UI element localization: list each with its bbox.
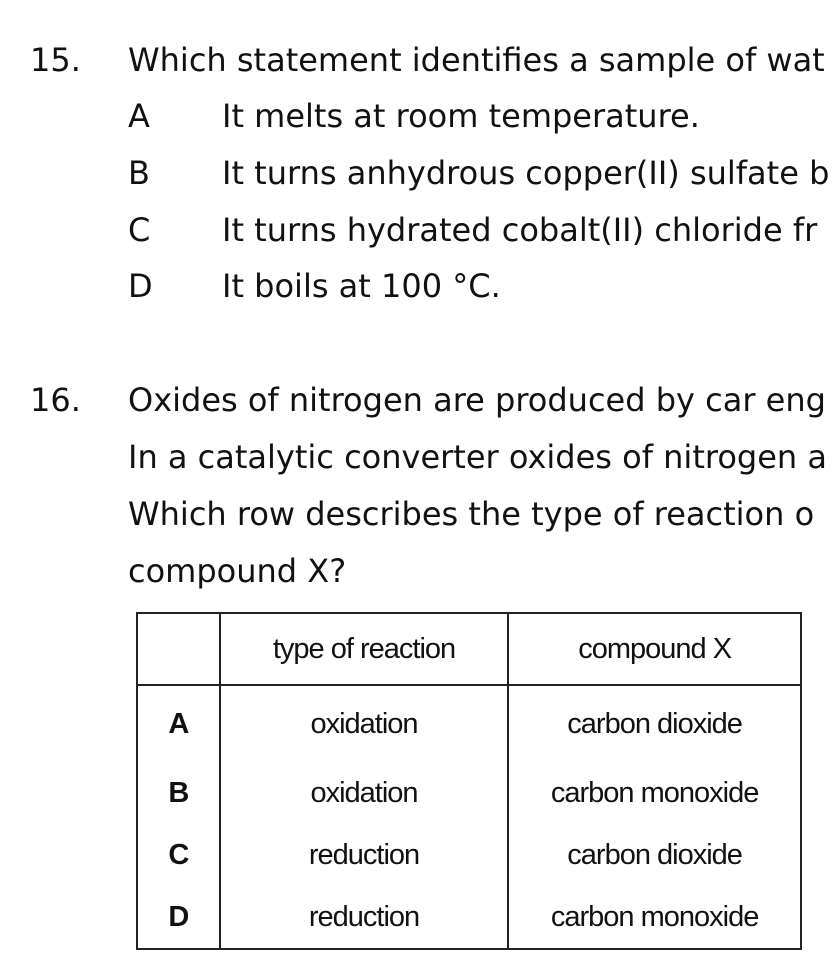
question-16-number: 16.: [30, 381, 81, 419]
question-15-text: Which statement identifies a sample of wat: [128, 41, 825, 79]
row-letter: D: [137, 886, 220, 949]
q15-option-b-letter: B: [128, 154, 150, 192]
row-compound: carbon monoxide: [508, 886, 801, 949]
q15-option-d-text: It boils at 100 °C.: [222, 267, 501, 305]
table-header-reaction: type of reaction: [220, 613, 508, 685]
question-16-line-2: In a catalytic converter oxides of nitrogen a: [128, 438, 827, 476]
row-reaction: reduction: [220, 886, 508, 949]
q15-option-a-letter: A: [128, 97, 150, 135]
row-reaction: reduction: [220, 824, 508, 886]
row-compound: carbon monoxide: [508, 762, 801, 824]
answer-table: [136, 612, 802, 950]
table-row: [137, 886, 801, 949]
row-reaction: oxidation: [220, 762, 508, 824]
question-16-line-1: Oxides of nitrogen are produced by car eng: [128, 381, 826, 419]
table-header-row: [137, 613, 801, 685]
row-reaction: oxidation: [220, 685, 508, 762]
question-15-number: 15.: [30, 41, 81, 79]
row-compound: carbon dioxide: [508, 824, 801, 886]
row-letter: B: [137, 762, 220, 824]
row-compound: carbon dioxide: [508, 685, 801, 762]
row-letter: A: [137, 685, 220, 762]
q15-option-c-text: It turns hydrated cobalt(II) chloride fr: [222, 211, 818, 249]
table-header-blank: [137, 613, 220, 685]
q15-option-d-letter: D: [128, 267, 153, 305]
question-16-line-4: compound X?: [128, 552, 347, 590]
table-row: [137, 762, 801, 824]
table-row: [137, 824, 801, 886]
q15-option-b-text: It turns anhydrous copper(II) sulfate b: [222, 154, 830, 192]
row-letter: C: [137, 824, 220, 886]
q15-option-c-letter: C: [128, 211, 151, 249]
table-row: [137, 685, 801, 762]
question-16-line-3: Which row describes the type of reaction o: [128, 495, 815, 533]
table-header-compound: compound X: [508, 613, 801, 685]
q15-option-a-text: It melts at room temperature.: [222, 97, 700, 135]
